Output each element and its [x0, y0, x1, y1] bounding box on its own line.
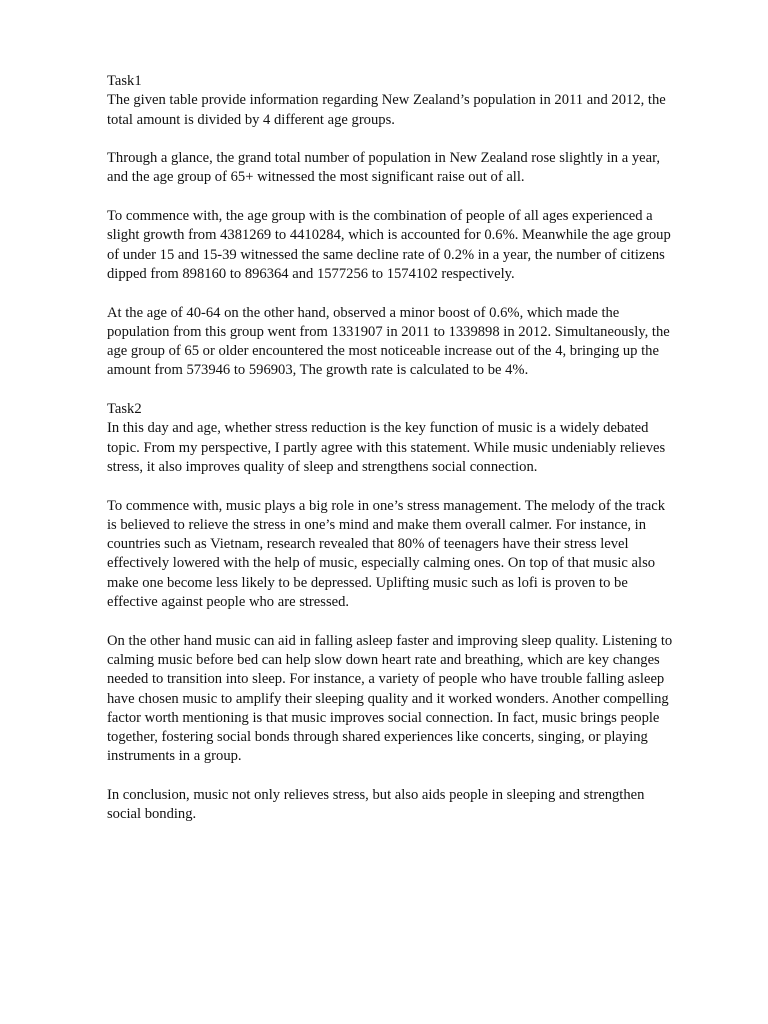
text-line: To commence with, the age group with is the combination of people of all ages experienced a — [107, 208, 653, 225]
task2-paragraph-2 — [107, 497, 697, 613]
text-line: calming music before bed can help slow down heart rate and breathing, which are key changes — [107, 651, 660, 668]
task2-paragraph-3 — [107, 632, 697, 767]
text-line: instruments in a group. — [107, 748, 242, 765]
text-line: of under 15 and 15-39 witnessed the same decline rate of 0.2% in a year, the number of citizens — [107, 246, 665, 263]
text-line: countries such as Vietnam, research revealed that 80% of teenagers have their stress level — [107, 536, 629, 553]
task1-paragraph-2 — [107, 149, 697, 188]
text-line: In this day and age, whether stress reduction is the key function of music is a widely debated — [107, 420, 649, 437]
text-line: effectively lowered with the help of music, especially calming ones. On top of that music also — [107, 555, 656, 572]
text-line: Through a glance, the grand total number of population in New Zealand rose slightly in a year, — [107, 150, 661, 167]
task1-heading: Task1 — [107, 73, 142, 89]
task2-paragraph-1 — [107, 419, 697, 477]
text-line: age group of 65 or older encountered the most noticeable increase out of the 4, bringing up the — [107, 343, 659, 360]
text-line: total amount is divided by 4 different age groups. — [107, 111, 395, 128]
text-line: and the age group of 65+ witnessed the most significant raise out of all. — [107, 169, 525, 186]
text-line: make one become less likely to be depressed. Uplifting music such as lofi is proven to be — [107, 574, 628, 591]
task1-section — [107, 72, 697, 381]
text-line: The given table provide information regarding New Zealand’s population in 2011 and 2012, the — [107, 92, 666, 109]
text-line: At the age of 40-64 on the other hand, observed a minor boost of 0.6%, which made the — [107, 304, 620, 321]
text-line: dipped from 898160 to 896364 and 1577256 to 1574102 respectively. — [107, 265, 515, 282]
task2-section — [107, 400, 697, 825]
text-line: population from this group went from 1331907 in 2011 to 1339898 in 2012. Simultaneously, the — [107, 323, 670, 340]
text-line: is believed to relieve the stress in one’s mind and make them overall calmer. For instance, in — [107, 516, 647, 533]
text-line: effective against people who are stressed. — [107, 594, 350, 611]
text-line: have chosen music to amplify their sleeping quality and it worked wonders. Another compelling — [107, 690, 669, 707]
task1-paragraph-3 — [107, 207, 697, 284]
text-line: amount from 573946 to 596903, The growth rate is calculated to be 4%. — [107, 362, 529, 379]
text-line: To commence with, music plays a big role in one’s stress management. The melody of the track — [107, 497, 665, 514]
task2-paragraph-4 — [107, 786, 697, 825]
text-line: stress, it also improves quality of sleep and strengthens social connection. — [107, 458, 538, 475]
task1-paragraph-1 — [107, 91, 697, 130]
text-line: together, fostering social bonds through shared experiences like concerts, singing, or playing — [107, 729, 648, 746]
text-line: On the other hand music can aid in falling asleep faster and improving sleep quality. Listening to — [107, 632, 673, 649]
text-line: slight growth from 4381269 to 4410284, which is accounted for 0.6%. Meanwhile the age group — [107, 227, 671, 244]
text-line: topic. From my perspective, I partly agree with this statement. While music undeniably relieves — [107, 439, 666, 456]
task2-heading: Task2 — [107, 401, 142, 418]
text-line: In conclusion, music not only relieves stress, but also aids people in sleeping and strengthen — [107, 786, 645, 803]
text-line: needed to transition into sleep. For instance, a variety of people who have trouble falling asleep — [107, 671, 665, 688]
task1-paragraph-4 — [107, 304, 697, 381]
text-line: factor worth mentioning is that music improves social connection. In fact, music brings people — [107, 709, 660, 726]
text-line: social bonding. — [107, 806, 197, 823]
document-page — [107, 72, 697, 844]
